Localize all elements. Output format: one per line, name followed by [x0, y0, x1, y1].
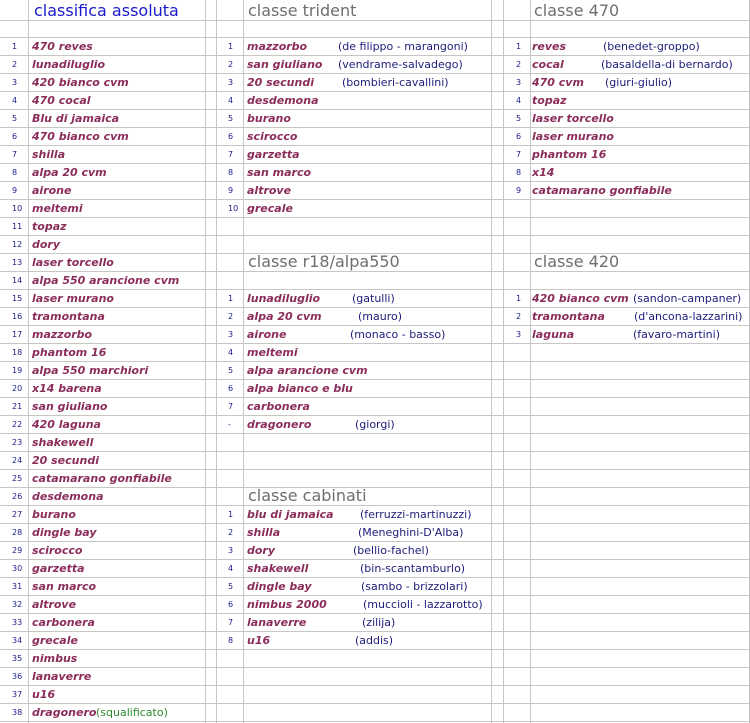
boat-name[interactable]: lunadiluglio — [32, 58, 106, 71]
grid-row-line — [0, 163, 750, 164]
rank-number: 3 — [516, 78, 522, 87]
rank-number: 38 — [12, 708, 23, 717]
crew-names: (bin-scantamburlo) — [360, 562, 466, 575]
rank-number: 1 — [228, 42, 234, 51]
boat-name[interactable]: grecale — [32, 634, 78, 647]
rank-number: 2 — [228, 528, 234, 537]
boat-name[interactable]: cocal — [532, 58, 564, 71]
boat-name[interactable]: 470 reves — [32, 40, 93, 53]
boat-name[interactable]: alpa bianco e blu — [247, 382, 353, 395]
crew-names: (sandon-campaner) — [633, 292, 742, 305]
rank-number: 13 — [12, 258, 23, 267]
grid-column-line — [205, 0, 206, 723]
rank-number: 20 — [12, 384, 23, 393]
rank-number: 26 — [12, 492, 23, 501]
crew-names: (gatulli) — [352, 292, 395, 305]
boat-name[interactable]: san marco — [247, 166, 312, 179]
boat-name[interactable]: 420 bianco cvm — [32, 76, 129, 89]
boat-name[interactable]: san marco — [32, 580, 97, 593]
rank-number: 14 — [12, 276, 23, 285]
boat-name[interactable]: meltemi — [247, 346, 298, 359]
boat-name[interactable]: laser murano — [32, 292, 114, 305]
crew-names: (basaldella-di bernardo) — [601, 58, 733, 71]
grid-column-line — [491, 0, 492, 723]
boat-name[interactable]: burano — [32, 508, 76, 521]
boat-name[interactable]: blu di jamaica — [247, 508, 334, 521]
boat-name[interactable]: alpa 20 cvm — [247, 310, 322, 323]
boat-name[interactable]: dory — [247, 544, 276, 557]
boat-name[interactable]: laguna — [532, 328, 575, 341]
rank-number: 2 — [228, 312, 234, 321]
boat-name[interactable]: reves — [532, 40, 567, 53]
rank-number: 3 — [228, 78, 234, 87]
boat-name[interactable]: lunadiluglio — [247, 292, 321, 305]
boat-name[interactable]: shakewell — [32, 436, 94, 449]
rank-number: 32 — [12, 600, 23, 609]
rank-number: 6 — [516, 132, 522, 141]
rank-number: 8 — [516, 168, 522, 177]
boat-name[interactable]: dragonero — [247, 418, 312, 431]
rank-number: 10 — [12, 204, 23, 213]
boat-name[interactable]: dory — [32, 238, 61, 251]
rank-number: 4 — [228, 564, 234, 573]
boat-name[interactable]: alpa 550 arancione cvm — [32, 274, 180, 287]
boat-name[interactable]: 20 secundi — [32, 454, 99, 467]
rank-number: 2 — [12, 60, 18, 69]
rank-number: 4 — [228, 96, 234, 105]
boat-name[interactable]: altrove — [32, 598, 77, 611]
rank-number: 24 — [12, 456, 23, 465]
boat-name[interactable]: catamarano gonfiabile — [532, 184, 672, 197]
rank-number: 3 — [516, 330, 522, 339]
boat-name[interactable]: alpa 20 cvm — [32, 166, 107, 179]
boat-name[interactable]: dingle bay — [32, 526, 97, 539]
boat-name[interactable]: scirocco — [32, 544, 83, 557]
boat-name[interactable]: 20 secundi — [247, 76, 314, 89]
boat-name[interactable]: 470 cocal — [32, 94, 91, 107]
rank-number: 2 — [516, 312, 522, 321]
crew-names: (sambo - brizzolari) — [361, 580, 468, 593]
boat-name[interactable]: Blu di jamaica — [32, 112, 120, 125]
crew-names: (zilija) — [362, 616, 396, 629]
boat-name[interactable]: lanaverre — [247, 616, 307, 629]
rank-number: 29 — [12, 546, 23, 555]
grid-row-line — [0, 451, 750, 452]
grid-row-line — [0, 217, 750, 218]
rank-number: 10 — [228, 204, 239, 213]
rank-number: 31 — [12, 582, 23, 591]
rank-number: 16 — [12, 312, 23, 321]
boat-name[interactable]: laser torcello — [32, 256, 114, 269]
grid-column-line — [503, 0, 504, 723]
boat-name[interactable]: nimbus 2000 — [247, 598, 327, 611]
rank-number: 1 — [516, 294, 522, 303]
rank-number: 7 — [516, 150, 522, 159]
rank-number: 23 — [12, 438, 23, 447]
boat-name[interactable]: phantom 16 — [32, 346, 107, 359]
boat-name[interactable]: shilla — [247, 526, 281, 539]
boat-name[interactable]: mazzorbo — [32, 328, 93, 341]
rank-number: 6 — [228, 384, 234, 393]
crew-names: (de filippo - marangoni) — [338, 40, 468, 53]
boat-name[interactable]: tramontana — [32, 310, 105, 323]
boat-name[interactable]: shakewell — [247, 562, 309, 575]
rank-number: 7 — [12, 150, 18, 159]
section-title: classe 470 — [534, 1, 620, 20]
boat-name[interactable]: topaz — [32, 220, 67, 233]
rank-number: 25 — [12, 474, 23, 483]
rank-number: 17 — [12, 330, 23, 339]
rank-number: 33 — [12, 618, 23, 627]
rank-number: 1 — [228, 510, 234, 519]
boat-name[interactable]: nimbus — [32, 652, 78, 665]
rank-number: - — [228, 420, 231, 429]
grid-column-line — [243, 0, 244, 723]
rank-number: 6 — [228, 600, 234, 609]
grid-row-line — [0, 235, 750, 236]
rank-number: 9 — [516, 186, 522, 195]
rank-number: 1 — [516, 42, 522, 51]
boat-name[interactable]: lanaverre — [32, 670, 92, 683]
rank-number: 6 — [12, 132, 18, 141]
boat-name[interactable]: scirocco — [247, 130, 298, 143]
crew-names: (mauro) — [358, 310, 403, 323]
rank-number: 9 — [228, 186, 234, 195]
boat-name[interactable]: phantom 16 — [532, 148, 607, 161]
rank-number: 18 — [12, 348, 23, 357]
rank-number: 2 — [228, 60, 234, 69]
rank-number: 4 — [516, 96, 522, 105]
rank-number: 15 — [12, 294, 23, 303]
crew-names: (ferruzzi-martinuzzi) — [360, 508, 472, 521]
section-title: classe cabinati — [248, 486, 367, 505]
rank-number: 4 — [12, 96, 18, 105]
rank-number: 3 — [12, 78, 18, 87]
rank-number: 7 — [228, 150, 234, 159]
rank-number: 35 — [12, 654, 23, 663]
rank-number: 28 — [12, 528, 23, 537]
rank-number: 37 — [12, 690, 23, 699]
grid-column-line — [28, 0, 29, 723]
rank-number: 3 — [228, 330, 234, 339]
boat-name[interactable]: grecale — [247, 202, 293, 215]
boat-name[interactable]: meltemi — [32, 202, 83, 215]
rank-number: 5 — [228, 582, 234, 591]
boat-name[interactable]: airone — [247, 328, 287, 341]
grid-column-line — [530, 0, 531, 723]
rank-number: 8 — [12, 168, 18, 177]
boat-name[interactable]: alpa arancione cvm — [247, 364, 368, 377]
boat-name[interactable]: x14 barena — [32, 382, 102, 395]
boat-name[interactable]: topaz — [532, 94, 567, 107]
rank-number: 5 — [516, 114, 522, 123]
boat-name[interactable]: 470 bianco cvm — [32, 130, 129, 143]
crew-names: (bombieri-cavallini) — [342, 76, 449, 89]
crew-names: (favaro-martini) — [633, 328, 721, 341]
boat-name[interactable]: shilla — [32, 148, 66, 161]
crew-names: (bellio-fachel) — [353, 544, 429, 557]
boat-name[interactable]: x14 — [532, 166, 555, 179]
rank-number: 9 — [12, 186, 18, 195]
rank-number: 36 — [12, 672, 23, 681]
boat-name[interactable]: carbonera — [247, 400, 310, 413]
boat-name[interactable]: garzetta — [32, 562, 85, 575]
rank-number: 19 — [12, 366, 23, 375]
grid-row-line — [0, 685, 750, 686]
boat-name[interactable]: catamarano gonfiabile — [32, 472, 172, 485]
crew-names: (muccioli - lazzarotto) — [363, 598, 483, 611]
boat-name[interactable]: dingle bay — [247, 580, 312, 593]
rank-number: 11 — [12, 222, 23, 231]
boat-name[interactable]: 420 laguna — [32, 418, 101, 431]
crew-names: (vendrame-salvadego) — [338, 58, 463, 71]
section-title: classe r18/alpa550 — [248, 252, 400, 271]
boat-name[interactable]: desdemona — [247, 94, 319, 107]
boat-name[interactable]: garzetta — [247, 148, 300, 161]
grid-row-line — [0, 397, 750, 398]
boat-name[interactable]: san giuliano — [32, 400, 108, 413]
boat-name[interactable]: laser murano — [532, 130, 614, 143]
grid-column-line — [216, 0, 217, 723]
rank-number: 5 — [228, 114, 234, 123]
crew-names: (Meneghini-D'Alba) — [358, 526, 464, 539]
boat-name[interactable]: alpa 550 marchiori — [32, 364, 149, 377]
rank-number: 6 — [228, 132, 234, 141]
crew-names: (giuri-giulio) — [605, 76, 672, 89]
boat-name[interactable]: dragonero — [32, 706, 97, 719]
rank-number: 30 — [12, 564, 23, 573]
rank-number: 12 — [12, 240, 23, 249]
boat-name[interactable]: 420 bianco cvm — [532, 292, 629, 305]
boat-name[interactable]: tramontana — [532, 310, 605, 323]
crew-names: (giorgi) — [355, 418, 395, 431]
rank-number: 27 — [12, 510, 23, 519]
rank-number: 8 — [228, 168, 234, 177]
boat-name[interactable]: carbonera — [32, 616, 95, 629]
boat-name[interactable]: altrove — [247, 184, 292, 197]
crew-names: (d'ancona-lazzarini) — [634, 310, 743, 323]
boat-name[interactable]: u16 — [247, 634, 271, 647]
section-title: classe 420 — [534, 252, 620, 271]
rank-number: 22 — [12, 420, 23, 429]
rank-number: 3 — [228, 546, 234, 555]
boat-name[interactable]: 470 cvm — [532, 76, 584, 89]
rank-number: 7 — [228, 618, 234, 627]
disqualified-note: (squalificato) — [96, 706, 168, 719]
rank-number: 5 — [228, 366, 234, 375]
rank-number: 5 — [12, 114, 18, 123]
section-title: classe trident — [248, 1, 357, 20]
section-title: classifica assoluta — [34, 1, 179, 20]
rank-number: 34 — [12, 636, 23, 645]
boat-name[interactable]: san giuliano — [247, 58, 323, 71]
rank-number: 8 — [228, 636, 234, 645]
crew-names: (monaco - basso) — [350, 328, 446, 341]
boat-name[interactable]: airone — [32, 184, 72, 197]
boat-name[interactable]: u16 — [32, 688, 56, 701]
crew-names: (addis) — [355, 634, 394, 647]
rank-number: 1 — [12, 42, 18, 51]
crew-names: (benedet-groppo) — [603, 40, 700, 53]
rank-number: 4 — [228, 348, 234, 357]
rank-number: 2 — [516, 60, 522, 69]
boat-name[interactable]: mazzorbo — [247, 40, 308, 53]
boat-name[interactable]: desdemona — [32, 490, 104, 503]
rank-number: 21 — [12, 402, 23, 411]
grid-row-line — [0, 667, 750, 668]
boat-name[interactable]: burano — [247, 112, 291, 125]
rank-number: 7 — [228, 402, 234, 411]
rank-number: 1 — [228, 294, 234, 303]
boat-name[interactable]: laser torcello — [532, 112, 614, 125]
